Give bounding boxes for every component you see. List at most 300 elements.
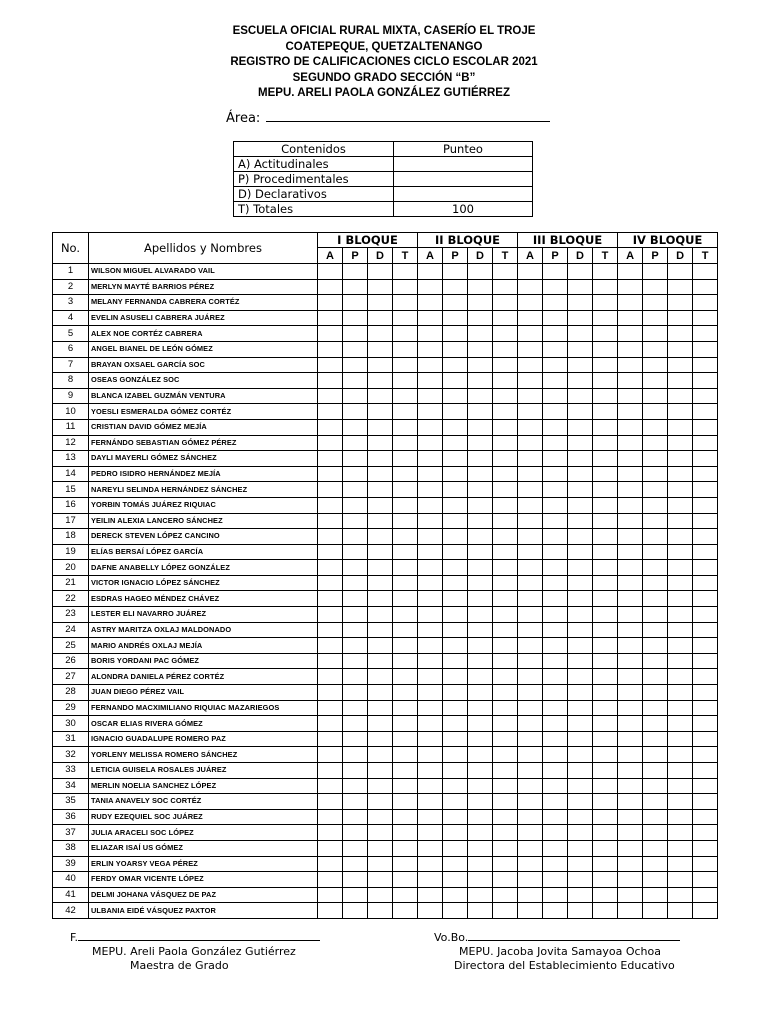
grade-cell[interactable] <box>668 482 693 498</box>
grade-cell[interactable] <box>418 435 443 451</box>
grade-cell[interactable] <box>693 341 718 357</box>
grade-cell[interactable] <box>443 669 468 685</box>
grade-cell[interactable] <box>543 903 568 919</box>
grade-cell[interactable] <box>568 544 593 560</box>
grade-cell[interactable] <box>318 638 343 654</box>
grade-cell[interactable] <box>318 419 343 435</box>
grade-cell[interactable] <box>518 638 543 654</box>
grade-cell[interactable] <box>618 685 643 701</box>
grade-cell[interactable] <box>593 295 618 311</box>
grade-cell[interactable] <box>343 903 368 919</box>
grade-cell[interactable] <box>393 840 418 856</box>
grade-cell[interactable] <box>593 404 618 420</box>
grade-cell[interactable] <box>343 872 368 888</box>
grade-cell[interactable] <box>618 794 643 810</box>
grade-cell[interactable] <box>468 310 493 326</box>
grade-cell[interactable] <box>368 903 393 919</box>
grade-cell[interactable] <box>318 856 343 872</box>
grade-cell[interactable] <box>543 295 568 311</box>
grade-cell[interactable] <box>668 529 693 545</box>
grade-cell[interactable] <box>418 357 443 373</box>
grade-cell[interactable] <box>493 763 518 779</box>
grade-cell[interactable] <box>343 653 368 669</box>
grade-cell[interactable] <box>468 326 493 342</box>
grade-cell[interactable] <box>493 669 518 685</box>
grade-cell[interactable] <box>543 466 568 482</box>
grade-cell[interactable] <box>693 778 718 794</box>
grade-cell[interactable] <box>643 794 668 810</box>
grade-cell[interactable] <box>418 310 443 326</box>
grade-cell[interactable] <box>618 341 643 357</box>
grade-cell[interactable] <box>543 809 568 825</box>
grade-cell[interactable] <box>393 388 418 404</box>
grade-cell[interactable] <box>418 575 443 591</box>
grade-cell[interactable] <box>368 295 393 311</box>
grade-cell[interactable] <box>318 451 343 467</box>
grade-cell[interactable] <box>518 482 543 498</box>
grade-cell[interactable] <box>418 388 443 404</box>
grade-cell[interactable] <box>418 731 443 747</box>
grade-cell[interactable] <box>343 419 368 435</box>
grade-cell[interactable] <box>518 731 543 747</box>
grade-cell[interactable] <box>443 825 468 841</box>
grade-cell[interactable] <box>568 326 593 342</box>
grade-cell[interactable] <box>668 622 693 638</box>
grade-cell[interactable] <box>343 840 368 856</box>
grade-cell[interactable] <box>693 388 718 404</box>
grade-cell[interactable] <box>518 419 543 435</box>
grade-cell[interactable] <box>418 373 443 389</box>
grade-cell[interactable] <box>343 669 368 685</box>
grade-cell[interactable] <box>568 373 593 389</box>
grade-cell[interactable] <box>618 825 643 841</box>
grade-cell[interactable] <box>543 529 568 545</box>
grade-cell[interactable] <box>393 295 418 311</box>
grade-cell[interactable] <box>618 279 643 295</box>
grade-cell[interactable] <box>418 685 443 701</box>
grade-cell[interactable] <box>368 685 393 701</box>
grade-cell[interactable] <box>593 809 618 825</box>
grade-cell[interactable] <box>518 778 543 794</box>
grade-cell[interactable] <box>543 435 568 451</box>
grade-cell[interactable] <box>393 279 418 295</box>
grade-cell[interactable] <box>668 513 693 529</box>
grade-cell[interactable] <box>518 341 543 357</box>
grade-cell[interactable] <box>593 560 618 576</box>
grade-cell[interactable] <box>568 747 593 763</box>
grade-cell[interactable] <box>343 560 368 576</box>
grade-cell[interactable] <box>443 326 468 342</box>
grade-cell[interactable] <box>568 887 593 903</box>
grade-cell[interactable] <box>343 747 368 763</box>
grade-cell[interactable] <box>518 763 543 779</box>
grade-cell[interactable] <box>418 295 443 311</box>
grade-cell[interactable] <box>418 825 443 841</box>
grade-cell[interactable] <box>693 747 718 763</box>
grade-cell[interactable] <box>443 575 468 591</box>
grade-cell[interactable] <box>468 716 493 732</box>
grade-cell[interactable] <box>493 310 518 326</box>
grade-cell[interactable] <box>493 700 518 716</box>
grade-cell[interactable] <box>568 357 593 373</box>
grade-cell[interactable] <box>618 669 643 685</box>
grade-cell[interactable] <box>668 794 693 810</box>
grade-cell[interactable] <box>593 794 618 810</box>
grade-cell[interactable] <box>668 856 693 872</box>
grade-cell[interactable] <box>418 560 443 576</box>
grade-cell[interactable] <box>593 279 618 295</box>
grade-cell[interactable] <box>493 466 518 482</box>
grade-cell[interactable] <box>518 716 543 732</box>
grade-cell[interactable] <box>668 700 693 716</box>
grade-cell[interactable] <box>443 794 468 810</box>
grade-cell[interactable] <box>393 326 418 342</box>
grade-cell[interactable] <box>393 872 418 888</box>
grade-cell[interactable] <box>418 794 443 810</box>
grade-cell[interactable] <box>393 404 418 420</box>
grade-cell[interactable] <box>668 341 693 357</box>
grade-cell[interactable] <box>443 357 468 373</box>
grade-cell[interactable] <box>693 529 718 545</box>
grade-cell[interactable] <box>468 341 493 357</box>
grade-cell[interactable] <box>318 872 343 888</box>
grade-cell[interactable] <box>518 357 543 373</box>
grade-cell[interactable] <box>518 326 543 342</box>
grade-cell[interactable] <box>443 591 468 607</box>
grade-cell[interactable] <box>443 513 468 529</box>
grade-cell[interactable] <box>668 607 693 623</box>
grade-cell[interactable] <box>318 825 343 841</box>
grade-cell[interactable] <box>693 419 718 435</box>
grade-cell[interactable] <box>643 451 668 467</box>
grade-cell[interactable] <box>493 575 518 591</box>
grade-cell[interactable] <box>593 840 618 856</box>
grade-cell[interactable] <box>468 295 493 311</box>
grade-cell[interactable] <box>593 903 618 919</box>
grade-cell[interactable] <box>443 341 468 357</box>
grade-cell[interactable] <box>393 482 418 498</box>
grade-cell[interactable] <box>443 373 468 389</box>
grade-cell[interactable] <box>618 903 643 919</box>
grade-cell[interactable] <box>468 264 493 280</box>
grade-cell[interactable] <box>493 809 518 825</box>
grade-cell[interactable] <box>418 887 443 903</box>
grade-cell[interactable] <box>493 638 518 654</box>
grade-cell[interactable] <box>393 466 418 482</box>
grade-cell[interactable] <box>593 747 618 763</box>
grade-cell[interactable] <box>493 840 518 856</box>
grade-cell[interactable] <box>668 419 693 435</box>
grade-cell[interactable] <box>493 872 518 888</box>
grade-cell[interactable] <box>568 809 593 825</box>
grade-cell[interactable] <box>593 887 618 903</box>
grade-cell[interactable] <box>343 310 368 326</box>
grade-cell[interactable] <box>393 700 418 716</box>
grade-cell[interactable] <box>468 466 493 482</box>
grade-cell[interactable] <box>593 544 618 560</box>
grade-cell[interactable] <box>368 419 393 435</box>
grade-cell[interactable] <box>493 903 518 919</box>
grade-cell[interactable] <box>568 685 593 701</box>
grade-cell[interactable] <box>343 373 368 389</box>
grade-cell[interactable] <box>618 388 643 404</box>
grade-cell[interactable] <box>668 840 693 856</box>
grade-cell[interactable] <box>543 560 568 576</box>
grade-cell[interactable] <box>568 653 593 669</box>
grade-cell[interactable] <box>668 591 693 607</box>
grade-cell[interactable] <box>468 763 493 779</box>
grade-cell[interactable] <box>693 310 718 326</box>
grade-cell[interactable] <box>393 607 418 623</box>
grade-cell[interactable] <box>693 809 718 825</box>
grade-cell[interactable] <box>343 326 368 342</box>
grade-cell[interactable] <box>693 544 718 560</box>
grade-cell[interactable] <box>543 638 568 654</box>
grade-cell[interactable] <box>418 544 443 560</box>
grade-cell[interactable] <box>618 872 643 888</box>
grade-cell[interactable] <box>518 622 543 638</box>
grade-cell[interactable] <box>693 638 718 654</box>
grade-cell[interactable] <box>318 388 343 404</box>
grade-cell[interactable] <box>318 404 343 420</box>
grade-cell[interactable] <box>693 435 718 451</box>
grade-cell[interactable] <box>543 419 568 435</box>
grade-cell[interactable] <box>443 763 468 779</box>
grade-cell[interactable] <box>368 731 393 747</box>
grade-cell[interactable] <box>443 310 468 326</box>
grade-cell[interactable] <box>518 887 543 903</box>
grade-cell[interactable] <box>368 825 393 841</box>
grade-cell[interactable] <box>643 809 668 825</box>
grade-cell[interactable] <box>568 607 593 623</box>
grade-cell[interactable] <box>668 435 693 451</box>
grade-cell[interactable] <box>443 840 468 856</box>
grade-cell[interactable] <box>543 763 568 779</box>
grade-cell[interactable] <box>618 419 643 435</box>
grade-cell[interactable] <box>568 716 593 732</box>
grade-cell[interactable] <box>468 731 493 747</box>
grade-cell[interactable] <box>368 404 393 420</box>
grade-cell[interactable] <box>318 591 343 607</box>
grade-cell[interactable] <box>618 560 643 576</box>
grade-cell[interactable] <box>518 607 543 623</box>
grade-cell[interactable] <box>518 747 543 763</box>
grade-cell[interactable] <box>593 388 618 404</box>
grade-cell[interactable] <box>618 435 643 451</box>
grade-cell[interactable] <box>343 357 368 373</box>
grade-cell[interactable] <box>593 653 618 669</box>
grade-cell[interactable] <box>493 591 518 607</box>
grade-cell[interactable] <box>668 903 693 919</box>
grade-cell[interactable] <box>468 685 493 701</box>
grade-cell[interactable] <box>368 513 393 529</box>
grade-cell[interactable] <box>493 279 518 295</box>
grade-cell[interactable] <box>318 560 343 576</box>
grade-cell[interactable] <box>418 856 443 872</box>
grade-cell[interactable] <box>543 341 568 357</box>
grade-cell[interactable] <box>643 700 668 716</box>
grade-cell[interactable] <box>543 825 568 841</box>
grade-cell[interactable] <box>393 731 418 747</box>
grade-cell[interactable] <box>318 575 343 591</box>
grade-cell[interactable] <box>568 497 593 513</box>
grade-cell[interactable] <box>468 435 493 451</box>
grade-cell[interactable] <box>468 419 493 435</box>
grade-cell[interactable] <box>668 544 693 560</box>
grade-cell[interactable] <box>668 373 693 389</box>
grade-cell[interactable] <box>618 653 643 669</box>
grade-cell[interactable] <box>618 887 643 903</box>
grade-cell[interactable] <box>693 326 718 342</box>
grade-cell[interactable] <box>343 685 368 701</box>
grade-cell[interactable] <box>343 529 368 545</box>
grade-cell[interactable] <box>693 451 718 467</box>
grade-cell[interactable] <box>568 840 593 856</box>
grade-cell[interactable] <box>543 794 568 810</box>
grade-cell[interactable] <box>418 326 443 342</box>
grade-cell[interactable] <box>343 295 368 311</box>
grade-cell[interactable] <box>593 669 618 685</box>
grade-cell[interactable] <box>343 607 368 623</box>
grade-cell[interactable] <box>393 310 418 326</box>
grade-cell[interactable] <box>493 264 518 280</box>
grade-cell[interactable] <box>643 295 668 311</box>
grade-cell[interactable] <box>343 264 368 280</box>
grade-cell[interactable] <box>393 856 418 872</box>
grade-cell[interactable] <box>693 404 718 420</box>
grade-cell[interactable] <box>643 669 668 685</box>
grade-cell[interactable] <box>618 373 643 389</box>
grade-cell[interactable] <box>343 482 368 498</box>
grade-cell[interactable] <box>343 700 368 716</box>
grade-cell[interactable] <box>318 295 343 311</box>
grade-cell[interactable] <box>468 825 493 841</box>
grade-cell[interactable] <box>643 653 668 669</box>
grade-cell[interactable] <box>643 778 668 794</box>
grade-cell[interactable] <box>593 716 618 732</box>
grade-cell[interactable] <box>618 840 643 856</box>
grade-cell[interactable] <box>318 435 343 451</box>
grade-cell[interactable] <box>543 544 568 560</box>
grade-cell[interactable] <box>668 264 693 280</box>
grade-cell[interactable] <box>318 466 343 482</box>
grade-cell[interactable] <box>493 497 518 513</box>
grade-cell[interactable] <box>443 716 468 732</box>
grade-cell[interactable] <box>393 560 418 576</box>
grade-cell[interactable] <box>568 529 593 545</box>
grade-cell[interactable] <box>393 747 418 763</box>
grade-cell[interactable] <box>343 544 368 560</box>
grade-cell[interactable] <box>668 575 693 591</box>
grade-cell[interactable] <box>593 357 618 373</box>
grade-cell[interactable] <box>618 482 643 498</box>
grade-cell[interactable] <box>618 326 643 342</box>
grade-cell[interactable] <box>468 856 493 872</box>
grade-cell[interactable] <box>668 747 693 763</box>
grade-cell[interactable] <box>443 638 468 654</box>
grade-cell[interactable] <box>468 778 493 794</box>
grade-cell[interactable] <box>393 887 418 903</box>
grade-cell[interactable] <box>418 872 443 888</box>
grade-cell[interactable] <box>543 404 568 420</box>
grade-cell[interactable] <box>493 513 518 529</box>
grade-cell[interactable] <box>618 357 643 373</box>
grade-cell[interactable] <box>543 685 568 701</box>
grade-cell[interactable] <box>668 638 693 654</box>
grade-cell[interactable] <box>593 264 618 280</box>
grade-cell[interactable] <box>568 466 593 482</box>
grade-cell[interactable] <box>543 700 568 716</box>
grade-cell[interactable] <box>693 856 718 872</box>
grade-cell[interactable] <box>518 264 543 280</box>
grade-cell[interactable] <box>518 653 543 669</box>
grade-cell[interactable] <box>518 310 543 326</box>
grade-cell[interactable] <box>643 404 668 420</box>
grade-cell[interactable] <box>318 357 343 373</box>
grade-cell[interactable] <box>468 794 493 810</box>
grade-cell[interactable] <box>643 747 668 763</box>
grade-cell[interactable] <box>443 731 468 747</box>
grade-cell[interactable] <box>393 825 418 841</box>
grade-cell[interactable] <box>693 513 718 529</box>
grade-cell[interactable] <box>443 404 468 420</box>
grade-cell[interactable] <box>568 279 593 295</box>
grade-cell[interactable] <box>343 622 368 638</box>
grade-cell[interactable] <box>643 419 668 435</box>
grade-cell[interactable] <box>368 591 393 607</box>
grade-cell[interactable] <box>593 607 618 623</box>
grade-cell[interactable] <box>368 326 393 342</box>
grade-cell[interactable] <box>418 591 443 607</box>
grade-cell[interactable] <box>593 482 618 498</box>
grade-cell[interactable] <box>693 716 718 732</box>
grade-cell[interactable] <box>493 685 518 701</box>
grade-cell[interactable] <box>368 716 393 732</box>
grade-cell[interactable] <box>418 529 443 545</box>
grade-cell[interactable] <box>668 295 693 311</box>
grade-cell[interactable] <box>518 575 543 591</box>
grade-cell[interactable] <box>668 326 693 342</box>
grade-cell[interactable] <box>518 388 543 404</box>
grade-cell[interactable] <box>343 435 368 451</box>
grade-cell[interactable] <box>418 451 443 467</box>
grade-cell[interactable] <box>543 716 568 732</box>
grade-cell[interactable] <box>618 731 643 747</box>
grade-cell[interactable] <box>368 669 393 685</box>
grade-cell[interactable] <box>468 622 493 638</box>
grade-cell[interactable] <box>593 373 618 389</box>
grade-cell[interactable] <box>468 451 493 467</box>
grade-cell[interactable] <box>368 544 393 560</box>
grade-cell[interactable] <box>568 341 593 357</box>
grade-cell[interactable] <box>493 887 518 903</box>
grade-cell[interactable] <box>543 887 568 903</box>
grade-cell[interactable] <box>618 747 643 763</box>
grade-cell[interactable] <box>418 513 443 529</box>
grade-cell[interactable] <box>368 653 393 669</box>
grade-cell[interactable] <box>693 482 718 498</box>
grade-cell[interactable] <box>643 903 668 919</box>
grade-cell[interactable] <box>368 466 393 482</box>
grade-cell[interactable] <box>318 716 343 732</box>
grade-cell[interactable] <box>643 872 668 888</box>
grade-cell[interactable] <box>393 264 418 280</box>
grade-cell[interactable] <box>568 295 593 311</box>
grade-cell[interactable] <box>443 903 468 919</box>
grade-cell[interactable] <box>493 404 518 420</box>
grade-cell[interactable] <box>443 607 468 623</box>
grade-cell[interactable] <box>368 700 393 716</box>
